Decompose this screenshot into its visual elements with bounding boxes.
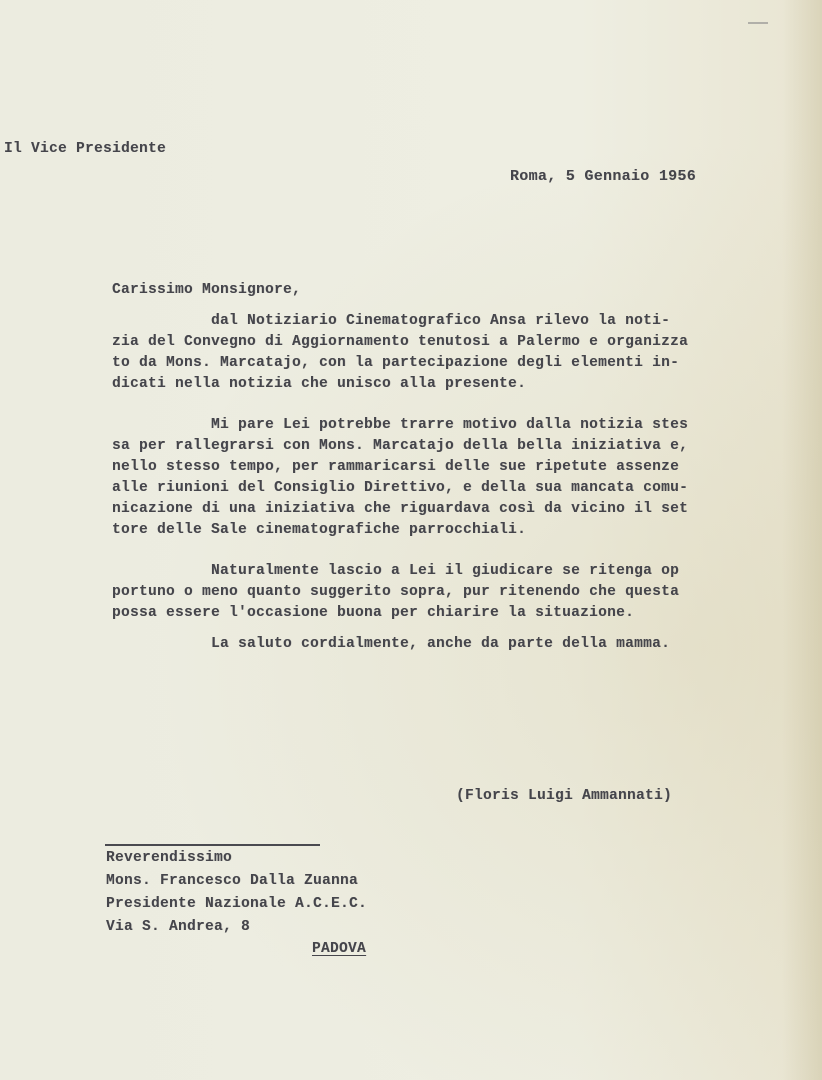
recipient-city: PADOVA	[312, 941, 367, 957]
recipient-address-line: Presidente Nazionale A.C.E.C.	[106, 896, 368, 912]
recipient-address-line: Reverendissimo	[106, 850, 233, 866]
signature-name: (Floris Luigi Ammannati)	[456, 788, 673, 804]
body-line: sa per rallegrarsi con Mons. Marcatajo della bella iniziativa e,	[112, 438, 689, 454]
body-line: nello stesso tempo, per rammaricarsi delle sue ripetute assenze	[112, 459, 680, 475]
body-line: tore delle Sale cinematografiche parrocchiali.	[112, 522, 527, 538]
page-edge-shadow	[782, 0, 822, 1080]
stray-ink-mark	[748, 22, 768, 24]
body-line: dal Notiziario Cinematografico Ansa rilevo la noti-	[112, 313, 671, 329]
body-line: possa essere l'occasione buona per chiarire la situazione.	[112, 605, 635, 621]
body-line: Mi pare Lei potrebbe trarre motivo dalla notizia stes	[112, 417, 689, 433]
recipient-address-line: Mons. Francesco Dalla Zuanna	[106, 873, 359, 889]
letter-date: Roma, 5 Gennaio 1956	[510, 168, 697, 185]
body-line: dicati nella notizia che unisco alla presente.	[112, 376, 527, 392]
body-line: portuno o meno quanto suggerito sopra, pur ritenendo che questa	[112, 584, 680, 600]
salutation: Carissimo Monsignore,	[112, 282, 302, 298]
letterhead-title: Il Vice Presidente	[4, 141, 167, 157]
body-line: nicazione di una iniziativa che riguardava così da vicino il set	[112, 501, 689, 517]
body-line: alle riunioni del Consiglio Direttivo, e della sua mancata comu-	[112, 480, 689, 496]
body-line: to da Mons. Marcatajo, con la partecipazione degli elementi in-	[112, 355, 680, 371]
address-divider	[105, 844, 320, 846]
body-line: zia del Convegno di Aggiornamento tenutosi a Palermo e organizza	[112, 334, 689, 350]
body-line: La saluto cordialmente, anche da parte della mamma.	[112, 636, 671, 652]
body-line: Naturalmente lascio a Lei il giudicare se ritenga op	[112, 563, 680, 579]
recipient-address-line: Via S. Andrea, 8	[106, 919, 251, 935]
